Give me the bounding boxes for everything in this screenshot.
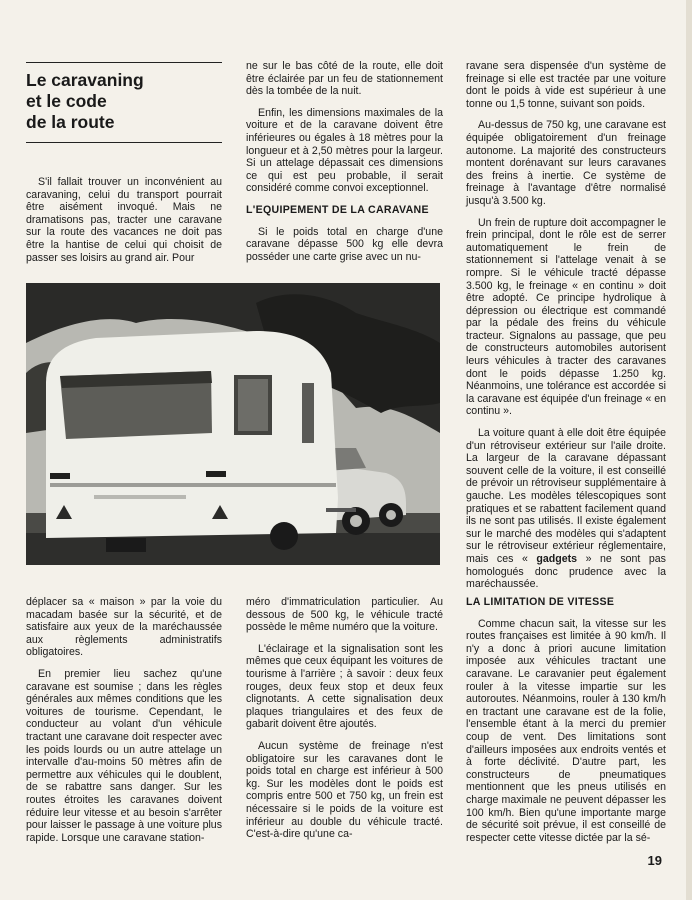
column-1-bottom [26,596,222,853]
paragraph: Si le poids total en charge d'une caravane dépasse 500 kg elle devra posséder une carte grise avec un nu- [246,225,443,263]
column-3-bottom [466,596,666,853]
article-title [26,70,226,133]
paragraph: Aucun système de freinage n'est obligatoire sur les caravanes dont le poids total en charge est inférieur à 500 kg. Sur les modèles dont le poids est compris entre 500 et 750 kg, un frein est nécessaire si le poids de la voiture est inférieur au double du véhicule tracté. C'est-à-dire qu'une ca- [246,739,443,841]
column-2-top [246,60,443,272]
paragraph-retroviseur [466,427,666,591]
paragraph: méro d'immatriculation particulier. Au dessous de 500 kg, le véhicule tracté possède le même numéro que la voiture. [246,596,443,634]
section-heading-vitesse: LA LIMITATION DE VITESSE [466,596,615,608]
caravan-photo [26,283,440,565]
paragraph: ne sur le bas côté de la route, elle doit être éclairée par un feu de stationnement dès la tombée de la nuit. [246,60,443,98]
paragraph: Enfin, les dimensions maximales de la voiture et de la caravane doivent être inférieures ou égales à 18 mètres pour la longueur et à 2,50 mètres pour la largeur. Si un attelage dépassait ces dimensions ce qui est peu probable, il serait considéré comme convoi exceptionnel. [246,106,443,195]
intro-paragraph: S'il fallait trouver un inconvénient au caravaning, celui du transport pourrait être aisément invoqué. Mais ne dramatisons pas, tracter une caravane sur la route des vacances ne doit pas être la hantise de celui qui choisit de passer ses loisirs au grand air. Pour [26,176,222,264]
paragraph-text: » ne sont pas homologués donc prudence avec la maréchaussée. [466,552,666,591]
title-line-1: Le caravaning [26,70,144,90]
paragraph: Comme chacun sait, la vitesse sur les routes françaises est limitée à 90 km/h. Il n'y a donc à priori aucune limitation imposée aux véhicules tractant une caravane. Le caravanier peut également rouler à la vitesse impartie sur les autoroutes. Néanmoins, rouler à 130 km/h en tractant une caravane est de la folie, l'ensemble étant à la merci du premier coup de vent. Des limitations sont d'ailleurs imposées aux endroits ventés et à forte déclivité. D'autre part, les constructeurs de pneumatiques mentionnent que les pneus utilisés en charge maximale ne peuvent dépasser les 100 km/h. Bien qu'une importante marge de sécurité soit prévue, il est conseillé de respecter cette vitesse dictée par la sé- [466,617,666,844]
title-bottom-rule [26,142,222,143]
column-3-top [466,60,666,600]
page-edge [686,0,692,900]
title-line-2: et le code [26,91,107,111]
gadgets-bold: gadgets [536,552,578,565]
paragraph: En premier lieu sachez qu'une caravane est soumise ; dans les règles générales aux mêmes conditions que les voitures de tourisme. Cependant, le conducteur au volant d'un véhicule tractant une caravane doit respecter avec les poids lourds ou un autre attelage un intervalle d'au-moins 50 mètres afin de permettre aux véhicules qui le doublent, de se rabattre sans danger. Sur les routes étroites les caravanes doivent réduire leur vitesse et au besoin s'arrêter pour laisser le passage à une voiture plus rapide. Lorsque une caravane station- [26,667,222,844]
title-top-rule [26,62,222,63]
section-heading-equipement: L'EQUIPEMENT DE LA CARAVANE [246,203,429,216]
title-line-3: de la route [26,112,115,132]
paragraph: déplacer sa « maison » par la voie du macadam basée sur la sécurité, et de satisfaire aux yeux de la maréchaussée aux règlements administratifs obligatoires. [26,596,222,659]
page-number: 19 [647,853,662,868]
column-1-top [26,176,222,273]
paragraph: ravane sera dispensée d'un système de freinage si elle est tractée par une voiture dont le poids à vide est supérieur à une tonne ou 1,5 tonne, suivant son poids. [466,60,666,110]
paragraph-text: La voiture quant à elle doit être équipée d'un rétroviseur extérieur sur l'aile droite. La largeur de la caravane dépassant souvent celle de la voiture, il est conseillé de prévoir un rétroviseur supplémentaire à gauche. Les modèles télescopiques sont pratiques et se rabattent facilement quand ils ne sont pas utilisés. Il existe également sur le marché des modèles qui s'adaptent sur le rétroviseur extérieur réglementaire, mais ces « [466,427,666,565]
paragraph: L'éclairage et la signalisation sont les mêmes que ceux équipant les voitures de tourisme à l'arrière ; à savoir : deux feux rouges, deux feux stop et deux feux clignotants. A cette signalisation deux plaques triangulaires et des feux de gabarit doivent être ajoutés. [246,642,443,731]
paragraph: Au-dessus de 750 kg, une caravane est équipée obligatoirement d'un freinage autonome. La majorité des constructeurs montent dorénavant sur leurs caravanes des freins à inertie. Ce système de freinage à l'avantage d'être normalisé jusqu'à 3.500 kg. [466,119,666,207]
column-2-bottom [246,596,443,850]
paragraph: Un frein de rupture doit accompagner le frein principal, dont le rôle est de serrer automatiquement le frein de stationnement si l'attelage venait à se rompre. Si le véhicule tracté dépasse 3.500 kg, le freinage « en continu » doit être adopté. Ce principe hydrolique à dépression ou électrique est commandé par la pédale des freins du véhicule tracteur. Signalons au passage, que peu de constructeurs automobiles autorisent leurs véhicules à tracter des caravanes dont le poids dépasse 1.250 kg. Néanmoins, une tolérance est accordée si la caravane est équipée d'un freinage « en continu ». [466,216,666,418]
